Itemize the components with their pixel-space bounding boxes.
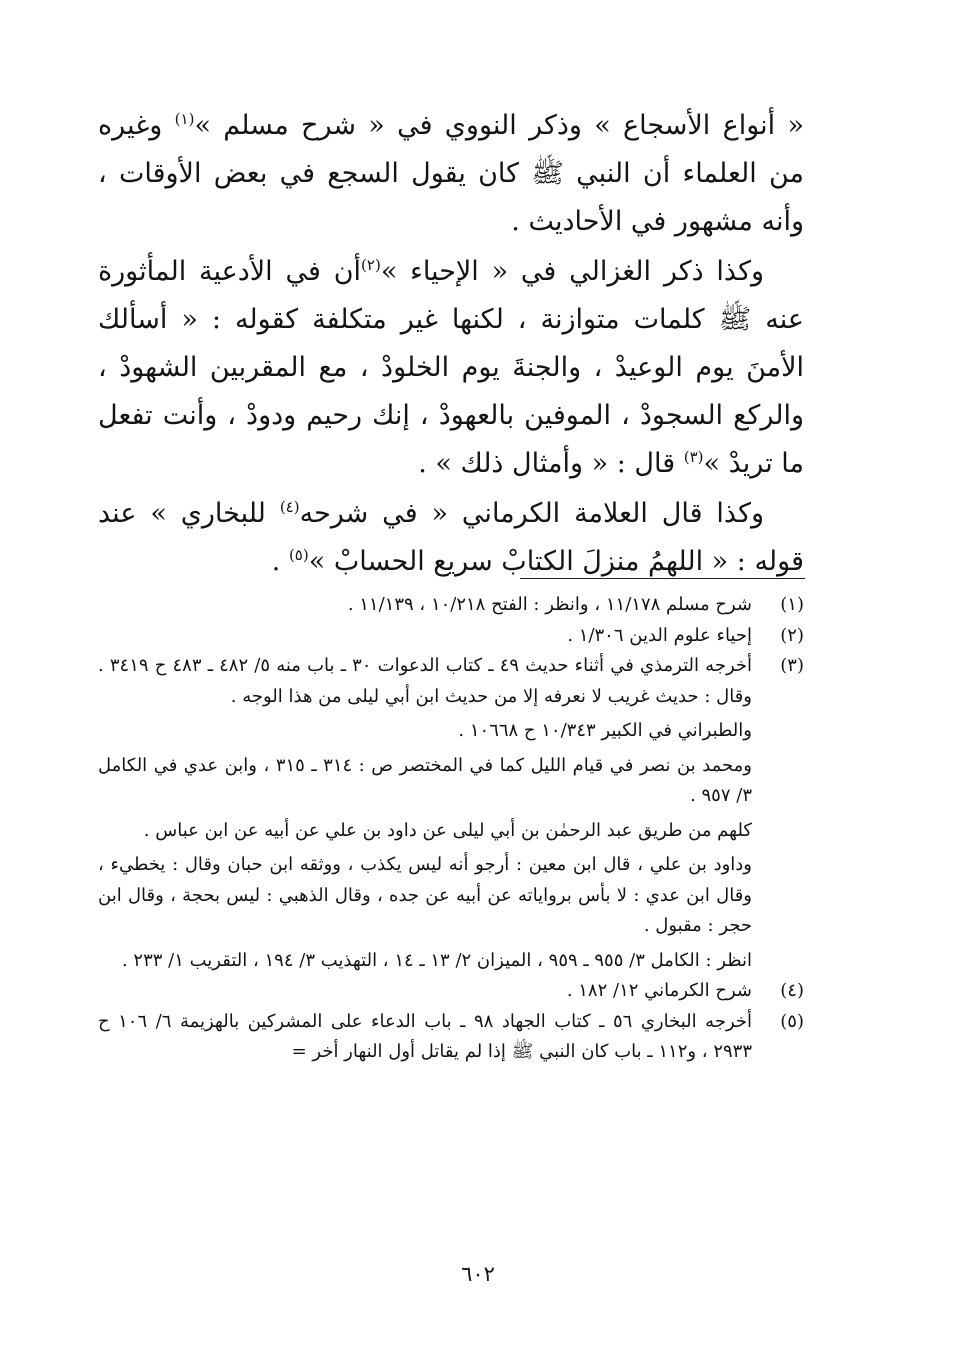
- footnote-text: شرح الكرماني ١٢/ ١٨٢ .: [566, 980, 752, 1001]
- footnote-text: أخرجه الترمذي في أثناء حديث ٤٩ ـ كتاب الدعوات ٣٠ ـ باب منه ٥/ ٤٨٢ ـ ٤٨٣ ح ٣٤١٩ . وقال : حديث غريب لا نعرفه إلا من حديث ابن أبي ليلى من هذا الوجه .: [98, 655, 753, 707]
- footnote-text: كلهم من طريق عبد الرحمٰن بن أبي ليلى عن داود بن علي عن أبيه عن ابن عباس .: [143, 819, 752, 841]
- footnote-ref-4[interactable]: (٤): [279, 498, 300, 516]
- footnote-ref-3[interactable]: (٣): [683, 448, 704, 466]
- footnote-text: انظر : الكامل ٣/ ٩٥٥ ـ ٩٥٩ ، الميزان ٢/ ١٣ ـ ١٤ ، التهذيب ٣/ ١٩٤ ، التقريب ١/ ٢٣٣ .: [121, 949, 752, 971]
- footnote-number: (١): [780, 594, 804, 615]
- footnote-text: شرح مسلم ١١/١٧٨ ، وانظر : الفتح ١٠/٢١٨ ، ١١/١٣٩ .: [347, 594, 752, 615]
- footnote-5: [98, 1007, 804, 1068]
- footnote-2: [98, 621, 804, 652]
- page-number: ٦٠٢: [461, 1262, 495, 1286]
- footnote-1: [98, 590, 804, 621]
- footnote-ref-1[interactable]: (١): [174, 110, 195, 128]
- footnote-text: ومحمد بن نصر في قيام الليل كما في المختصر ص : ٣١٤ ـ ٣١٥ ، وابن عدي في الكامل ٣/ ٩٥٧ .: [98, 754, 752, 806]
- footnote-separator: [520, 578, 805, 579]
- footnote-number: (٤): [780, 980, 804, 1001]
- footnote-number: (٢): [780, 624, 804, 646]
- paragraph-3: وكذا قال العلامة الكرماني « في شرحه$^{(٤)}$ للبخاري » عند قوله : « اللهمُ منزلَ الكتابْ سريع الحسابْ »$^{(٥)}$ .: [98, 498, 804, 577]
- footnote-ref-2[interactable]: (٢): [361, 256, 381, 274]
- footnote-3: [98, 651, 804, 976]
- footnote-ref-5[interactable]: (٥): [288, 546, 309, 564]
- footnote-text: والطبراني في الكبير ١٠/٣٤٣ ح ١٠٦٦٨ .: [458, 720, 752, 741]
- footnote-text: إحياء علوم الدين ١/٣٠٦ .: [567, 624, 752, 646]
- paragraph-1: « أنواع الأسجاع » وذكر النووي في « شرح مسلم »$^{(١)}$ وغيره من العلماء أن النبي ﷺ كان يقول السجع في بعض الأوقات ، وأنه مشهور في الأحاديث .: [98, 110, 804, 237]
- footnote-4: [98, 976, 804, 1007]
- footnotes: [98, 590, 804, 1068]
- footnote-text: وداود بن علي ، قال ابن معين : أرجو أنه ليس يكذب ، ووثقه ابن حبان وقال : يخطيء ، وقال ابن عدي : لا بأس برواياته عن أبيه عن جده ، وقال الذهبي : ليس بحجة ، وقال ابن حجر : مقبول .: [98, 854, 752, 936]
- footnote-number: (٣): [780, 655, 804, 676]
- paragraph-2: وكذا ذكر الغزالي في « الإحياء »$^{(٢)}$أن في الأدعية المأثورة عنه ﷺ كلمات متوازنة ، لكنها غير متكلفة كقوله : « أسألك الأمنَ يوم الوعيدْ ، والجنةَ يوم الخلودْ ، مع المقربين الشهودْ ، والركع السجودْ ، الموفين بالعهودْ ، إنك رحيم ودودْ ، وأنت تفعل ما تريدْ »$^{(٣)}$ قال : « وأمثال ذلك » .: [98, 256, 804, 479]
- footnote-text: أخرجه البخاري ٥٦ ـ كتاب الجهاد ٩٨ ـ باب الدعاء على المشركين بالهزيمة ٦/ ١٠٦ ح ٢٩٣٣ ، و١١٢ ـ باب كان النبي ﷺ إذا لم يقاتل أول النهار أخر =: [98, 1010, 753, 1062]
- footnote-number: (٥): [780, 1010, 804, 1032]
- main-text: [98, 102, 804, 588]
